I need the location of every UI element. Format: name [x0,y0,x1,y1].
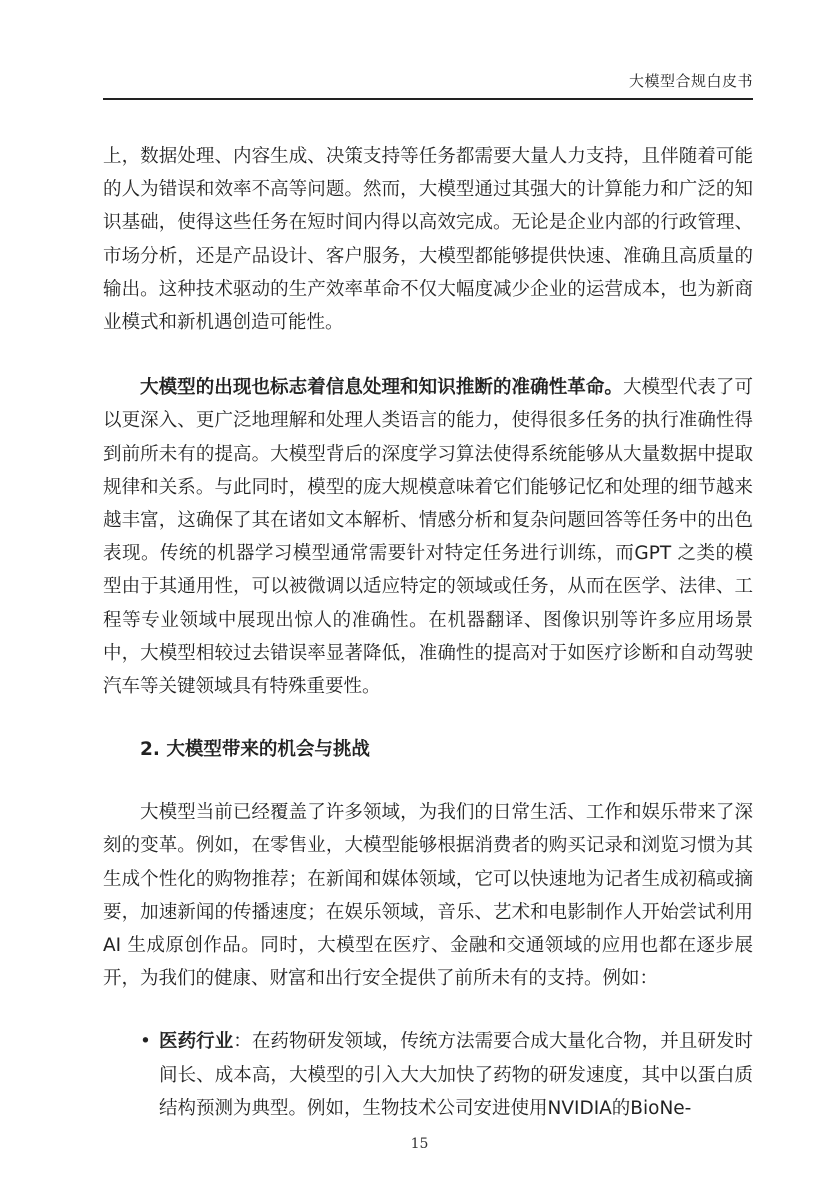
paragraph-spacer [103,995,753,1025]
paragraph-spacer [103,703,753,733]
paragraph-opportunities: 大模型当前已经覆盖了许多领域，为我们的日常生活、工作和娱乐带来了深刻的变革。例如，在零售业，大模型能够根据消费者的购买记录和浏览习惯为其生成个性化的购物推荐；在新闻和媒体领域，它可以快速地为记者生成初稿或摘要，加速新闻的传播速度；在娱乐领域，音乐、艺术和电影制作人开始尝试利用 AI 生成原创作品。同时，大模型在医疗、金融和交通领域的应用也都在逐步展开，为我们的健康、财富和出行安全提供了前所未有的支持。例如： [103,802,753,990]
page-number: 15 [410,1136,429,1152]
paragraph-spacer [103,766,753,796]
paragraph-accuracy-lead: 大模型的出现也标志着信息处理和知识推断的准确性革命。 [140,377,624,399]
paragraph-spacer [103,339,753,371]
bullet-lead: 医药行业 [159,1031,234,1053]
paragraph-accuracy [103,371,753,703]
bullet-body: ：在药物研发领域，传统方法需要合成大量化合物，并且研发时间长、成本高，大模型的引入大大加快了药物的研发速度，其中以蛋白质结构预测为典型。例如，生物技术公司安进使用NVIDIA的BioNe- [159,1031,753,1119]
header-title: 大模型合规白皮书 [628,72,753,90]
page-header [103,62,753,100]
paragraph-accuracy-body: 大模型代表了可以更深入、更广泛地理解和处理人类语言的能力，使得很多任务的执行准确性得到前所未有的提高。大模型背后的深度学习算法使得系统能够从大量数据中提取规律和关系。与此同时，模型的庞大规模意味着它们能够记忆和处理的细节越来越丰富，这确保了其在诸如文本解析、情感分析和复杂问题回答等任务中的出色表现。传统的机器学习模型通常需要针对特定任务进行训练，而GPT 之类的模型由于其通用性，可以被微调以适应特定的领域或任务，从而在医学、法律、工程等专业领域中展现出惊人的准确性。在机器翻译、图像识别等许多应用场景中，大模型相较过去错误率显著降低，准确性的提高对于如医疗诊断和自动驾驶汽车等关键领域具有特殊重要性。 [103,377,753,698]
bullet-icon: • [140,1031,151,1053]
page-body [103,140,753,1125]
paragraph-efficiency: 上，数据处理、内容生成、决策支持等任务都需要大量人力支持，且伴随着可能的人为错误和效率不高等问题。然而，大模型通过其强大的计算能力和广泛的知识基础，使得这些任务在短时间内得以高效完成。无论是企业内部的行政管理、市场分析，还是产品设计、客户服务，大模型都能够提供快速、准确且高质量的输出。这种技术驱动的生产效率革命不仅大幅度减少企业的运营成本，也为新商业模式和新机遇创造可能性。 [103,146,753,334]
bullet-text [159,1025,753,1125]
section-heading: 2. 大模型带来的机会与挑战 [140,739,370,761]
bullet-item-pharma [103,1025,753,1125]
